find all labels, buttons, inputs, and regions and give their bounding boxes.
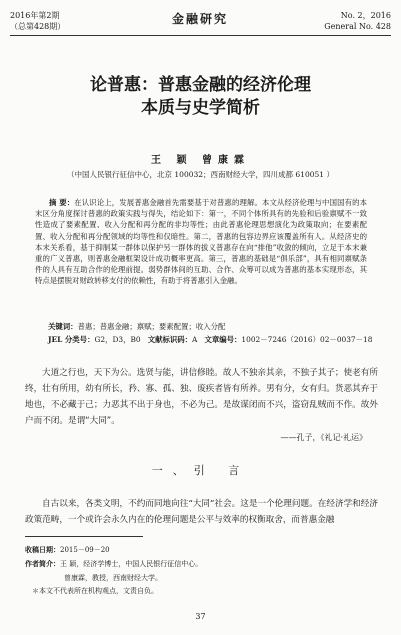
classification <box>48 335 372 345</box>
doc-code-label: 文献标识码： <box>147 335 193 344</box>
affiliation: （中国人民银行征信中心，北京 100032；西南财经大学，四川成都 610051 ） <box>67 170 334 179</box>
section-heading: 一、引 言 <box>151 464 250 477</box>
epigraph-quote: 大道之行也，天下为公。选贤与能，讲信修睦。故人不独亲其亲，不独子其子；使老有所终，壮有所用，幼有所长，矜、寡、孤、独、废疾者皆有所养。男有分，女有归。货恶其弃于地也，不必藏于己；力恶其不出于身也，不必为己。是故谋闭而不兴，盗窃乱贼而不作。故外户而不闭。是谓“大同”。 <box>25 368 378 426</box>
header-right <box>324 10 391 32</box>
article-no: 1002－7246（2016）02－0037－18 <box>241 335 373 344</box>
footnote-received <box>25 545 110 555</box>
jel-label: JEL 分类号： <box>48 335 95 344</box>
article-no-label: 文章编号： <box>204 335 242 344</box>
abstract <box>35 197 367 287</box>
total-issue: （总第428期） <box>10 22 66 31</box>
keywords-text: 普惠；普惠金融；禀赋；要素配置；收入分配 <box>77 322 226 331</box>
footnote-author-2: 曾康霖，教授，西南财经大学。 <box>64 574 162 582</box>
title-line-2: 本质与史学简析 <box>141 98 260 118</box>
page-number: 37 <box>195 612 206 621</box>
footnote-rule <box>25 536 143 537</box>
journal-name: 金融研究 <box>171 12 228 26</box>
title-line-1: 论普惠：普惠金融的经济伦理 <box>90 75 311 95</box>
footnote-author-1 <box>25 559 202 569</box>
header-left <box>10 10 65 32</box>
author-1-info: 王 颖，经济学博士，中国人民银行征信中心。 <box>60 560 203 568</box>
header-rule <box>10 35 391 36</box>
doc-code: A <box>192 335 198 344</box>
jel-codes: G2，D3，B0 <box>94 335 141 344</box>
keywords-label: 关键词： <box>48 322 78 331</box>
author-info-label: 作者简介： <box>25 559 60 568</box>
abstract-text: 在认识论上，发展普惠金融首先需要基于对普惠的理解。本文从经济伦理与中国国有的本末区分角度探讨普惠的政策实践与得失，结论如下：第一，不同个体所具有的先验和后验禀赋不一致性造成了要素配置、收入分配和再分配的非均等性；由此普惠伦理思想演化为政策取向；在要素配置、收入分配和再分配领域的均等性和仅暗性。第二，普惠的包容边界应该覆盖所有人。从经济史的本末关系看，基于抑制某一群体以保护另一群体的拔义普惠存在向“排他”收敛的倾向，立足于本末兼重的广义普惠，则普惠金融框架设计成功概率更高。第三，普惠的基础是“俱乐部”，具有相同禀赋条件的人具有互助合作的伦理前提。弱势群体间的互助、合作、众筹可以成为普惠的基本实现形态，其特点是摆脱对财政转移支付的依赖性，有助于将普惠引入金融。 <box>35 198 367 286</box>
authors: 王 颖 曾康霖 <box>151 155 250 166</box>
footnote-disclaimer: ＊本文不代表所在机构观点，文责自负。 <box>32 587 158 595</box>
keywords <box>48 322 225 332</box>
received-label: 收稿日期： <box>25 545 60 554</box>
year-issue: 2016年第2期 <box>10 11 60 20</box>
general-no: General No. 428 <box>324 22 391 31</box>
abstract-label: 摘 要： <box>49 198 75 207</box>
issue-no: No. 2，2016 <box>340 11 391 20</box>
body-paragraph: 自古以来，各类文明，不约而同地向往“大同”社会。这是一个伦理问题。在经济学和经济政策范畴，一个或许会永久内在的伦理问题是公平与效率的权衡取舍，而普惠金融 <box>25 499 378 525</box>
epigraph-source: ——孔子，《礼记·礼运》 <box>280 433 367 442</box>
received-date: 2015－09－20 <box>60 546 110 554</box>
